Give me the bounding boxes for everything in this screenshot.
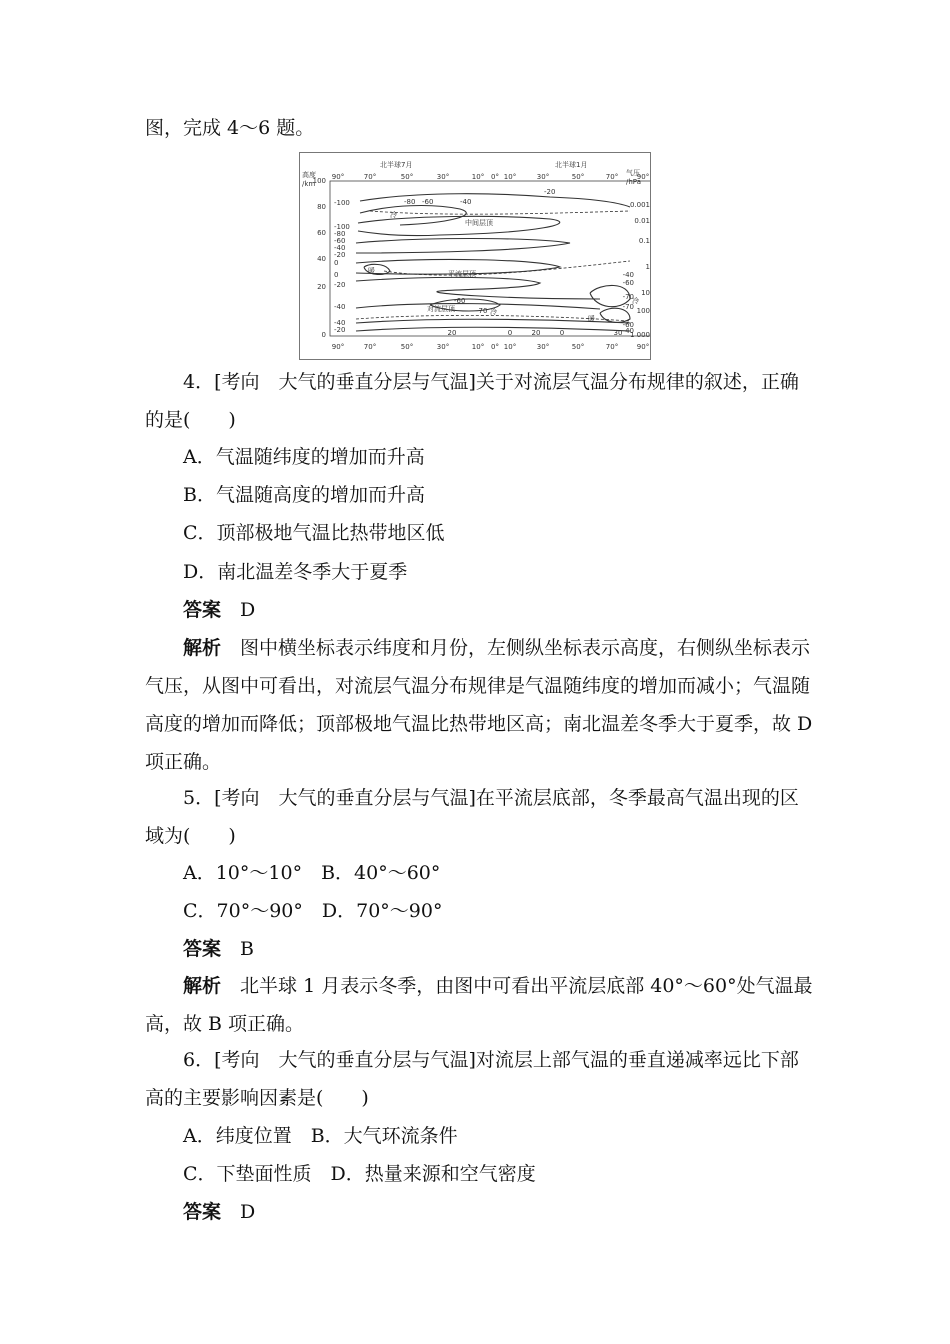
left-axis-title-2: /km xyxy=(302,180,316,188)
contour-value-left: -40 xyxy=(334,303,346,311)
contour-value-left: 0 xyxy=(334,271,339,279)
label-warm-2: 暖 xyxy=(588,315,595,323)
answer-value: D xyxy=(240,1201,256,1223)
contour-value-right: -60 xyxy=(622,321,634,329)
label-cold-1: 冷 xyxy=(390,211,397,219)
q5-stem-line1: 5．[考向 大气的垂直分层与气温]在平流层底部，冬季最高气温出现的区 xyxy=(183,787,799,809)
q4-answer xyxy=(183,598,255,622)
answer-value: D xyxy=(240,599,256,621)
height-tick: 20 xyxy=(317,283,326,291)
title-july: 北半球7月 xyxy=(380,161,413,169)
q4-option-a: A．气温随纬度的增加而升高 xyxy=(183,446,425,468)
answer-label: 答案 xyxy=(183,1201,222,1223)
contour-value-bottom: 0 xyxy=(559,329,565,337)
lat-tick-top: 50° xyxy=(571,173,585,181)
analysis-text: 图中横坐标表示纬度和月份，左侧纵坐标表示高度，右侧纵坐标表示 xyxy=(240,637,811,659)
contour-value-left: -60 xyxy=(334,237,346,245)
contour-value-top: -40 xyxy=(460,198,472,206)
label-stratopause: 平流层顶 xyxy=(448,270,476,278)
analysis-label: 解析 xyxy=(183,975,222,997)
q5-options-ab: A．10°～10° B．40°～60° xyxy=(183,862,441,884)
contour-value-right: -70 xyxy=(622,303,634,311)
lat-tick-bottom: 10° xyxy=(503,343,517,351)
answer-value: B xyxy=(240,938,254,960)
contour-value-left: -100 xyxy=(334,223,350,231)
label-cold-3: 冷 xyxy=(632,297,639,305)
pressure-tick: 1 000 xyxy=(629,331,650,339)
answer-label: 答案 xyxy=(183,938,222,960)
lat-tick-bottom: 90° xyxy=(331,343,345,351)
pressure-tick: 1 xyxy=(645,263,650,271)
q5-analysis-line2: 高，故 B 项正确。 xyxy=(145,1013,305,1035)
q6-options-cd: C．下垫面性质 D．热量来源和空气密度 xyxy=(183,1163,536,1185)
temperature-cross-section-figure xyxy=(299,152,651,360)
q5-stem-line2: 域为( ) xyxy=(145,825,236,847)
pressure-tick: 0.001 xyxy=(629,201,650,209)
lat-tick-top: 10° xyxy=(471,173,485,181)
q4-stem-line2: 的是( ) xyxy=(145,409,236,431)
contour-value-inner: -70 xyxy=(476,307,488,315)
q4-option-d: D．南北温差冬季大于夏季 xyxy=(183,561,408,583)
lat-tick-bottom: 90° xyxy=(636,343,650,351)
right-axis-title-1: 气压 xyxy=(626,169,640,177)
lat-tick-top: 0° xyxy=(491,173,499,181)
contour-value-right: -70 xyxy=(622,293,634,301)
q4-analysis-line1 xyxy=(183,636,810,660)
title-january: 北半球1月 xyxy=(555,161,588,169)
q4-analysis-line4: 项正确。 xyxy=(145,751,222,773)
q6-answer xyxy=(183,1200,255,1224)
q6-options-ab: A．纬度位置 B．大气环流条件 xyxy=(183,1125,458,1147)
answer-label: 答案 xyxy=(183,599,222,621)
height-tick: 100 xyxy=(312,177,326,185)
q4-option-c: C．顶部极地气温比热带地区低 xyxy=(183,522,445,544)
label-tropopause: 对流层顶 xyxy=(427,305,455,313)
q4-analysis-line3: 高度的增加而降低；顶部极地气温比热带地区高；南北温差冬季大于夏季，故 D xyxy=(145,713,813,735)
lat-tick-bottom: 0° xyxy=(491,343,499,351)
lat-tick-bottom: 70° xyxy=(363,343,377,351)
q5-options-cd: C．70°～90° D．70°～90° xyxy=(183,900,443,922)
q5-analysis-line1 xyxy=(183,974,813,998)
contour-value-right: -40 xyxy=(622,271,634,279)
pressure-tick: 0.01 xyxy=(634,217,650,225)
lat-tick-bottom: 70° xyxy=(605,343,619,351)
left-axis-title-1: 高度 xyxy=(302,171,316,179)
label-mesopause: 中间层顶 xyxy=(465,219,493,227)
q4-analysis-line2: 气压，从图中可看出，对流层气温分布规律是气温随纬度的增加而减小；气温随 xyxy=(145,675,811,697)
contour-value-top: -60 xyxy=(422,198,434,206)
lat-tick-bottom: 10° xyxy=(471,343,485,351)
lat-tick-top: 70° xyxy=(363,173,377,181)
contour-value-top: -20 xyxy=(544,188,556,196)
lat-tick-top: 30° xyxy=(536,173,550,181)
lat-tick-bottom: 50° xyxy=(571,343,585,351)
lat-tick-bottom: 50° xyxy=(400,343,414,351)
lat-tick-top: 90° xyxy=(636,173,650,181)
contour-value-right: -60 xyxy=(622,279,634,287)
contour-value-top: -80 xyxy=(404,198,416,206)
contour-value-left: -100 xyxy=(334,199,350,207)
analysis-text: 北半球 1 月表示冬季，由图中可看出平流层底部 40°～60°处气温最 xyxy=(240,975,813,997)
height-tick: 60 xyxy=(317,229,326,237)
contour-value-left: -40 xyxy=(334,244,346,252)
contour-value-left: -20 xyxy=(334,251,346,259)
q6-stem-line1: 6．[考向 大气的垂直分层与气温]对流层上部气温的垂直递减率远比下部 xyxy=(183,1049,799,1071)
lat-tick-bottom: 30° xyxy=(436,343,450,351)
height-tick: 80 xyxy=(317,203,326,211)
contour-value-left: -80 xyxy=(334,230,346,238)
pressure-tick: 0.1 xyxy=(638,237,650,245)
label-warm-1: 暖 xyxy=(368,267,375,275)
contour-value-left: 0 xyxy=(334,259,339,267)
lat-tick-bottom: 30° xyxy=(536,343,550,351)
label-cold-2: 冷 xyxy=(490,308,497,316)
right-axis-title-2: /hPa xyxy=(626,178,641,186)
q4-stem-line1: 4．[考向 大气的垂直分层与气温]关于对流层气温分布规律的叙述，正确 xyxy=(183,371,799,393)
lat-tick-top: 30° xyxy=(436,173,450,181)
pressure-tick: 100 xyxy=(636,307,650,315)
contour-value-inner: -60 xyxy=(454,297,466,305)
height-tick: 0 xyxy=(321,331,326,339)
contour-value-bottom: 20 xyxy=(447,329,457,337)
contour-value-left: -20 xyxy=(334,326,346,334)
lat-tick-top: 50° xyxy=(400,173,414,181)
contour-value-bottom: 20 xyxy=(531,329,541,337)
q4-option-b: B．气温随高度的增加而升高 xyxy=(183,484,425,506)
analysis-label: 解析 xyxy=(183,637,222,659)
height-tick: 40 xyxy=(317,255,326,263)
lat-tick-top: 70° xyxy=(605,173,619,181)
contour-value-bottom: 30 xyxy=(613,329,623,337)
pressure-tick: 10 xyxy=(641,289,650,297)
q6-stem-line2: 高的主要影响因素是( ) xyxy=(145,1087,369,1109)
contour-value-left: -40 xyxy=(334,319,346,327)
contour-value-right: -40 xyxy=(622,327,634,335)
q5-answer xyxy=(183,937,254,961)
lat-tick-top: 90° xyxy=(331,173,345,181)
intro-text: 图，完成 4～6 题。 xyxy=(145,117,315,139)
lat-tick-top: 10° xyxy=(503,173,517,181)
contour-value-left: -20 xyxy=(334,281,346,289)
contour-value-bottom: 0 xyxy=(507,329,513,337)
